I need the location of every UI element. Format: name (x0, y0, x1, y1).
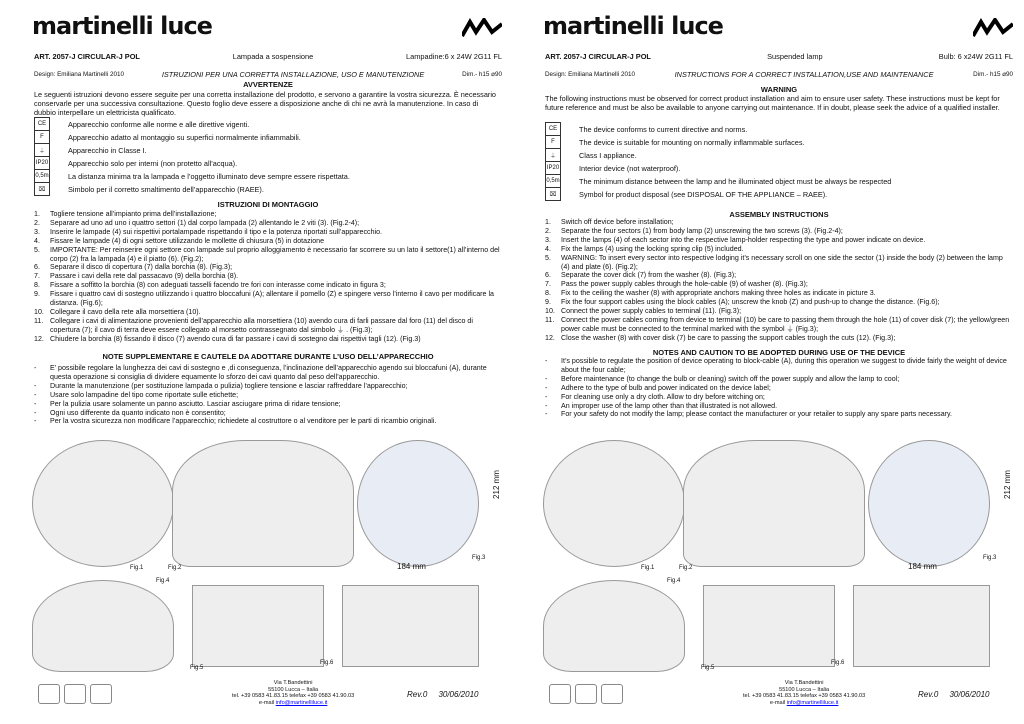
symbol-text: Apparecchio solo per interni (non protetto all’acqua). (68, 158, 238, 168)
step-text: Fissare le lampade (4) di ogni settore utilizzando le mollette di chiusura (5) in dotazione (50, 236, 325, 245)
step-item (34, 290, 502, 308)
symbol-icon: 0,5m (34, 169, 50, 183)
notes-title: NOTES AND CAUTION TO BE ADOPTED DURING USE OF THE DEVICE (652, 348, 906, 357)
note-item: - It’s possible to regulate the position of device operating to block-cable (A), during this operation we suggest to divide fairly the weight of device about the four cable; (545, 357, 1013, 375)
fig3-label: Fig.3 (983, 555, 997, 561)
step-number: 3. (545, 235, 551, 244)
brand-logo: martinelli luce (543, 12, 723, 40)
symbol-icon: F (34, 130, 50, 144)
symbol-row (34, 130, 502, 144)
note-text: Per la vostra sicurezza non modificare l’apparecchio; richiedete al costruttore o al venditore per le parti di ricambio originali. (50, 417, 437, 426)
symbol-text: La distanza minima tra la lampada e l’oggetto illuminato deve sempre essere rispettata. (68, 171, 350, 181)
step-text: Collegare il cavo della rete alla morsettiera (10). (50, 307, 201, 316)
symbol-icon: ⏚ (34, 143, 50, 157)
fig2-drawing (172, 440, 354, 567)
fig2-label: Fig.2 (679, 565, 693, 571)
article-code: ART. 2057-J CIRCULAR-J POL (545, 52, 651, 61)
mount-title: ISTRUZIONI DI MONTAGGIO (217, 200, 319, 209)
note-item: - Per la pulizia usare solamente un panno asciutto. Lasciar asciugare prima di ridare tensione; (34, 399, 341, 408)
email-link[interactable]: info@martinelliluce.it (786, 699, 839, 706)
warning-title: WARNING (760, 85, 798, 94)
designer: Design: Emiliana Martinelli 2010 (545, 71, 635, 78)
step-text: Separate the four sectors (1) from body lamp (2) unscrewing the two screws (3). (Fig.2-4); (561, 226, 843, 235)
iqnet-logo-icon (90, 684, 112, 704)
cert-logo-icon (549, 684, 571, 704)
step-text: Close the washer (8) with cover disk (7) be care to passing the support cables trough the cuts (12). (Fig.3); (561, 333, 896, 342)
step-number: 9. (34, 290, 40, 299)
ml-logo-icon (462, 18, 502, 38)
fig2-label: Fig.2 (168, 565, 182, 571)
step-number: 7. (545, 280, 551, 289)
step-text: Separate the cover dick (7) from the washer (8). (Fig.3); (561, 271, 737, 280)
revision: Rev.0 30/06/2010 (407, 690, 479, 699)
step-text: Collegare i cavi di alimentazione provenienti dell’apparecchio alla morsettiera (10) avendo cura di farli passare dal foro (11) del disco di copertura (7); il cavo di terra deve essere collegato al morsetto contrassegnato dal simbolo ⏚ . (Fig.3); (50, 316, 473, 334)
step-number: 11. (34, 316, 44, 325)
fig5-drawing (192, 585, 324, 667)
symbol-row (34, 182, 502, 196)
step-text: Togliere tensione all’impianto prima dell’installazione; (50, 210, 217, 218)
step-text: Separare il disco di copertura (7) dalla borchia (8). (Fig.3); (50, 263, 233, 272)
revision: Rev.0 30/06/2010 (918, 690, 990, 699)
step-item (34, 210, 502, 219)
symbol-icon: 0,5m (545, 174, 561, 188)
symbol-icon: F (545, 135, 561, 149)
sub-header (34, 70, 502, 79)
fig5-label: Fig.5 (190, 665, 204, 671)
fig1-drawing (32, 440, 174, 567)
doc-title: ISTRUZIONI PER UNA CORRETTA INSTALLAZIONE, USO E MANUTENZIONE (161, 70, 425, 79)
symbol-row (545, 148, 1013, 162)
step-item (34, 246, 502, 264)
brand-logo: martinelli luce (32, 12, 212, 40)
step-item (545, 280, 1013, 289)
step-text: Fix to the ceiling the washer (8) with appropriate anchors making three holes as indicate in picture 3. (561, 289, 876, 298)
step-number: 1. (34, 210, 40, 218)
fig1-label: Fig.1 (130, 565, 144, 571)
step-text: Inserire le lampade (4) sui rispettivi portalampade rispettando il tipo e la potenza riportati sull’apparecchio. (50, 227, 383, 236)
step-item (34, 317, 502, 335)
fig6-label: Fig.6 (831, 660, 845, 666)
step-item (34, 281, 502, 290)
symbol-text: Apparecchio conforme alle norme e alle direttive vigenti. (68, 119, 250, 129)
step-number: 2. (545, 226, 551, 235)
step-text: Connect the power cables coming from device to terminal (10) be care to passing them through the hole (11) of cover disk (7); the yellow/green power cable must be connected to the terminal marked with the symbol ⏚ (Fig.3); (561, 315, 1010, 333)
step-number: 4. (545, 244, 551, 253)
symbol-text: Interior device (not waterproof). (579, 163, 681, 173)
product-desc: Suspended lamp (767, 52, 823, 61)
fig6-drawing (853, 585, 990, 667)
symbol-text: The device is suitable for mounting on normally inflammable surfaces. (579, 137, 805, 147)
step-text: Separare ad uno ad uno i quattro settori (1) dal corpo lampada (2) allentando le 2 viti (3). (Fig.2-4); (50, 218, 360, 227)
symbol-text: Symbol for product disposal (see DISPOSAL OF THE APPLIANCE – RAEE). (579, 189, 828, 199)
product-desc: Lampada a sospensione (232, 52, 314, 61)
product-header (545, 52, 1013, 61)
note-text: For your safety do not modify the lamp; please contact the manufacturer or your retailer to supply any spare parts necessary. (561, 410, 953, 419)
fig4-label: Fig.4 (156, 578, 170, 584)
step-item (545, 307, 1013, 316)
ml-logo-icon (973, 18, 1013, 38)
step-text: Fix the lamps (4) using the locking spring clip (5) included. (561, 244, 744, 253)
step-item (34, 263, 502, 272)
step-number: 9. (545, 298, 551, 307)
dim-height: 212 mm (491, 470, 501, 499)
step-number: 1. (545, 218, 551, 226)
dim-width: 184 mm (908, 562, 937, 571)
note-text: Before maintenance (to change the bulb or cleaning) switch off the power supply and allow the lamp to cool; (561, 374, 900, 383)
symbol-text: The device conforms to current directive and norms. (579, 124, 748, 134)
note-text: Per la pulizia usare solamente un panno asciutto. Lasciar asciugare prima di ridare tensione; (50, 399, 341, 408)
notes-list (545, 357, 1013, 419)
step-item (34, 228, 502, 237)
warning-text: Le seguenti istruzioni devono essere seguite per una corretta installazione del prodotto, e servono a garantire la vostra sicurezza. È necessario conservarle per una successiva consultazione. Questo foglio deve essere a disposizione anche di chi ne avrà la manutenzione. In caso di dubbio interpellare un elettricista qualificato. (34, 90, 496, 118)
fig3-drawing (357, 440, 479, 567)
symbol-row (545, 161, 1013, 175)
step-item (545, 227, 1013, 236)
step-item (545, 254, 1013, 272)
notes-title: NOTE SUPPLEMENTARE E CAUTELE DA ADOTTARE DURANTE L’USO DELL’APPARECCHIO (102, 352, 434, 361)
fig2-drawing (683, 440, 865, 567)
fig5-drawing (703, 585, 835, 667)
step-number: 5. (34, 245, 40, 254)
doc-title: INSTRUCTIONS FOR A CORRECT INSTALLATION,USE AND MAINTENANCE (674, 70, 934, 79)
note-item: - Ogni uso differente da quanto indicato non è consentito; (34, 408, 226, 417)
step-number: 6. (545, 271, 551, 280)
note-text: Usare solo lampadine del tipo come riportate sulle etichette; (50, 390, 239, 399)
step-item (34, 272, 502, 281)
symbol-icon: CE (545, 122, 561, 136)
step-item (34, 237, 502, 246)
step-item (545, 289, 1013, 298)
symbol-row (34, 143, 502, 157)
symbol-text: Apparecchio adatto al montaggio su superfici normalmente infiammabili. (68, 132, 301, 142)
step-item (545, 298, 1013, 307)
step-item (34, 308, 502, 317)
address: Via T.Bandettini 55100 Lucca – Italia tel. +39 0583 41.83.15 telefax +39 0583 41.90.03 e-mail info@martinelliluce.it (743, 680, 866, 706)
step-number: 4. (34, 236, 40, 245)
step-number: 12. (34, 334, 44, 343)
symbol-text: The minimum distance between the lamp and he illuminated object must be always be respected (579, 176, 892, 186)
dimensions: Dim.- h15 ⌀90 (462, 71, 502, 78)
fig6-label: Fig.6 (320, 660, 334, 666)
address: Via T.Bandettini 55100 Lucca – Italia tel. +39 0583 41.83.15 telefax +39 0583 41.90.03 e-mail info@martinelliluce.it (232, 680, 355, 706)
step-number: 8. (34, 281, 40, 290)
symbol-icon: ⌧ (545, 187, 561, 201)
step-item (545, 236, 1013, 245)
step-item (545, 316, 1013, 334)
step-number: 5. (545, 253, 551, 262)
fig1-label: Fig.1 (641, 565, 655, 571)
step-text: Passare i cavi della rete dal passacavo (9) della borchia (8). (50, 272, 239, 281)
step-number: 10. (34, 307, 44, 316)
mount-title: ASSEMBLY INSTRUCTIONS (729, 210, 829, 219)
step-item (34, 335, 502, 344)
symbol-text: Apparecchio in Classe I. (68, 145, 147, 155)
notes-list (34, 364, 502, 426)
fig4-drawing (543, 580, 685, 672)
english-sheet (523, 0, 1023, 724)
warning-text: The following instructions must be observed for correct product installation and aim to ensure user safety. These instructions must be kept for future reference and must be also be available to anyone carrying out maintenance. If in doubt, please seek the advice of a qualified installer. (545, 94, 1000, 113)
dim-height: 212 mm (1002, 470, 1012, 499)
step-number: 11. (545, 315, 555, 324)
step-item (545, 271, 1013, 280)
fig3-drawing (868, 440, 990, 567)
fig4-label: Fig.4 (667, 578, 681, 584)
article-code: ART. 2057-J CIRCULAR-J POL (34, 52, 140, 61)
sub-header (545, 70, 1013, 79)
symbol-row (545, 122, 1013, 136)
step-text: Insert the lamps (4) of each sector into the respective lamp-holder respecting the type and power indicate on device. (561, 235, 926, 244)
step-text: Switch off device before installation; (561, 218, 674, 226)
symbol-row (545, 187, 1013, 201)
note-item: - An improper use of the lamp other than that illustrated is not allowed. (545, 401, 778, 410)
dim-width: 184 mm (397, 562, 426, 571)
note-text: Adhere to the type of bulb and power indicated on the device label; (561, 383, 771, 392)
step-text: Chiudere la borchia (8) fissando il disco (7) avendo cura di far passare i cavi di sostegno dai rispettivi tagli (12). (Fig.3) (50, 334, 421, 343)
designer: Design: Emiliana Martinelli 2010 (34, 71, 124, 78)
symbol-icon: ⏚ (545, 148, 561, 162)
note-text: An improper use of the lamp other than that illustrated is not allowed. (561, 401, 778, 410)
step-text: WARNING: To insert every sector into respective lodging it’s necessary scroll on one side the sector (1) inside the body (2) between the lamp (4) and plate (6). (Fig.2); (561, 253, 1003, 271)
mount-steps (545, 218, 1013, 343)
step-text: Connect the power supply cables to terminal (11). (Fig.3); (561, 307, 742, 316)
step-number: 7. (34, 272, 40, 281)
step-text: Fissare a soffitto la borchia (8) con adeguati tasselli facendo tre fori con interasse come indicato in figura 3; (50, 281, 386, 290)
note-text: It’s possible to regulate the position of device operating to block-cable (A), during this operation we suggest to divide fairly the weight of device about the four cable; (561, 357, 1007, 374)
note-text: Durante la manutenzione (per sostituzione lampada o pulizia) togliere tensione e lasciar raffreddare l’apparecchio; (50, 381, 408, 390)
fig6-drawing (342, 585, 479, 667)
symbol-text: Class I appliance. (579, 150, 637, 160)
step-text: IMPORTANTE: Per reinserire ogni settore con lampade sul proprio alloggiamento è necessario far scorrere su un lato il settore(1) all’interno del corpo (2) fra la lampada (4) e il piatto (6). (Fig.2); (50, 245, 500, 263)
note-item: - For your safety do not modify the lamp; please contact the manufacturer or your retailer to supply any spare parts necessary. (545, 410, 953, 419)
note-item: - Adhere to the type of bulb and power indicated on the device label; (545, 383, 771, 392)
note-text: For cleaning use only a dry cloth. Allow to dry before witching on; (561, 392, 765, 401)
email-link[interactable]: info@martinelliluce.it (275, 699, 328, 706)
note-item: - Usare solo lampadine del tipo come riportate sulle etichette; (34, 390, 239, 399)
note-item: - Durante la manutenzione (per sostituzione lampada o pulizia) togliere tensione e lasciar raffreddare l’apparecchio; (34, 381, 408, 390)
symbol-row (34, 169, 502, 183)
step-item (545, 334, 1013, 343)
note-item: - For cleaning use only a dry cloth. Allow to dry before witching on; (545, 392, 765, 401)
step-item (34, 219, 502, 228)
symbol-icon: CE (34, 117, 50, 131)
symbol-icon: ⌧ (34, 182, 50, 196)
symbol-text: Simbolo per il corretto smaltimento dell’apparecchio (RAEE). (68, 184, 264, 194)
dimensions: Dim.- h15 ⌀90 (973, 71, 1013, 78)
csq-logo-icon (64, 684, 86, 704)
note-text: Ogni uso differente da quanto indicato non è consentito; (50, 408, 226, 417)
product-header (34, 52, 502, 61)
step-number: 12. (545, 333, 555, 342)
symbol-row (545, 174, 1013, 188)
step-number: 10. (545, 307, 555, 316)
step-number: 2. (34, 218, 40, 227)
step-number: 3. (34, 227, 40, 236)
fig5-label: Fig.5 (701, 665, 715, 671)
csq-logo-icon (575, 684, 597, 704)
note-item: - Before maintenance (to change the bulb or cleaning) switch off the power supply and allow the lamp to cool; (545, 374, 900, 383)
symbol-icon: IP20 (545, 161, 561, 175)
footer (523, 680, 1023, 720)
fig1-drawing (543, 440, 685, 567)
step-number: 8. (545, 289, 551, 298)
bulb-spec: Lampadine:6 x 24W 2G11 FL (406, 52, 502, 61)
note-item: - Per la vostra sicurezza non modificare l’apparecchio; richiedete al costruttore o al venditore per le parti di ricambio originali. (34, 417, 437, 426)
iqnet-logo-icon (601, 684, 623, 704)
warning-title: AVVERTENZE (243, 80, 293, 89)
footer (12, 680, 512, 720)
step-item (545, 218, 1013, 227)
bulb-spec: Bulb: 6 x24W 2G11 FL (938, 52, 1013, 61)
step-item (545, 245, 1013, 254)
symbol-icon: IP20 (34, 156, 50, 170)
fig4-drawing (32, 580, 174, 672)
fig3-label: Fig.3 (472, 555, 486, 561)
step-text: Fix the four support cables using the block cables (A); unscrew the knob (Z) and push-up to change the distance. (Fig.6); (561, 298, 940, 307)
symbol-row (34, 117, 502, 131)
italian-sheet (12, 0, 512, 724)
cert-logo-icon (38, 684, 60, 704)
symbol-row (34, 156, 502, 170)
step-text: Fissare i quattro cavi di sostegno utilizzando i quattro bloccafuni (A); allentare il pomello (Z) e spingere verso l’interno il cavo per modificare la distanza. (Fig.6); (50, 290, 494, 308)
step-number: 6. (34, 263, 40, 272)
symbol-row (545, 135, 1013, 149)
step-text: Pass the power supply cables through the hole-cable (9) of washer (8). (Fig.3); (561, 280, 808, 289)
note-text: E’ possibile regolare la lunghezza dei cavi di sostegno e ,di conseguenza, l’inclinazione dell’apparecchio agendo sui bloccafuni (A), durante questa operazione si consiglia di dividere equamente lo sforzo dei cavi quanto dal peso dell’apparecchio. (50, 364, 487, 381)
mount-steps (34, 210, 502, 344)
note-item: - E’ possibile regolare la lunghezza dei cavi di sostegno e ,di conseguenza, l’inclinazione dell’apparecchio agendo sui bloccafuni (A), durante questa operazione si consiglia di dividere equamente lo sforzo dei cavi quanto dal peso dell’apparecchio. (34, 364, 502, 382)
